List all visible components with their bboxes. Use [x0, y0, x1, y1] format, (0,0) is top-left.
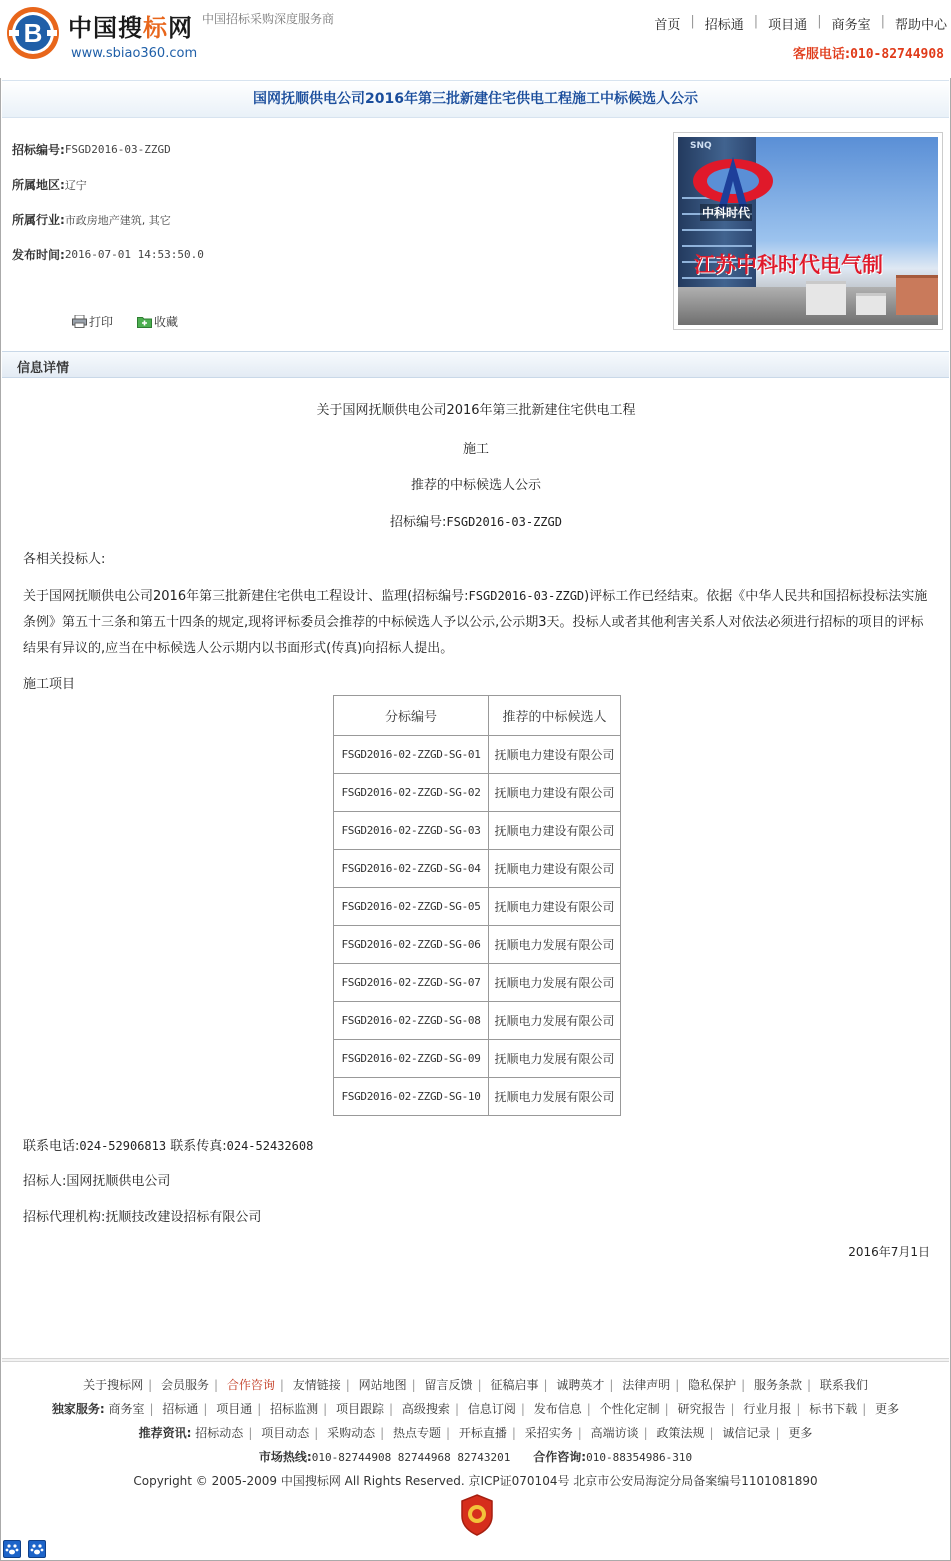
footer-recommend-item[interactable]: 开标直播	[458, 1426, 507, 1440]
notice-body-part2: )评标工作已经结束。依据《中华人民共和国招标投标法实施条例》第五十三条和第五十四条的规定,现将评标委员会推荐的中标候选人予以公示,公示期3天。投标人或者其他利害关系人对依法必须进行招标的项目的评标结果有异议的,应当在中标候选人公示期内以书面形式(传真)向招标人提出。	[23, 589, 928, 656]
meta-time-value: 2016-07-01 14:53:50.0	[64, 248, 204, 261]
site-tagline: 中国招标采购深度服务商	[202, 12, 335, 26]
table-row	[334, 888, 621, 926]
meta-region-value: 辽宁	[64, 178, 87, 192]
footer-exclusive-item[interactable]: 研究报告	[677, 1402, 726, 1416]
table-cell-candidate: 抚顺电力发展有限公司	[489, 926, 621, 964]
candidate-table	[333, 695, 621, 1116]
nav-help-center[interactable]: 帮助中心	[894, 18, 947, 33]
footer-link-privacy[interactable]: 隐私保护	[688, 1378, 737, 1392]
table-cell-code: FSGD2016-02-ZZGD-SG-02	[334, 774, 489, 812]
table-row	[334, 1078, 621, 1116]
contact-phone-fax	[23, 1133, 929, 1169]
footer-exclusive: 独家服务: 商务室 | 招标通 | 项目通 | 招标监测 | 项目跟踪 | 高级搜索 | 信息订阅 | 发布信息 | 个性化定制 | 研究报告 | 行业月报 | 标书下载 | 更多	[51, 1402, 900, 1416]
meta-bid-no	[12, 132, 652, 167]
site-header	[0, 0, 951, 78]
table-row	[334, 1040, 621, 1078]
ad-sky-text: SNQ	[690, 141, 712, 151]
section-header	[2, 351, 949, 378]
agency-name: 抚顺技改建设招标有限公司	[105, 1210, 262, 1225]
footer-exclusive-item[interactable]: 高级搜索	[401, 1402, 450, 1416]
footer-recommend-label: 推荐资讯:	[138, 1426, 192, 1440]
tenderer-label: 招标人:	[23, 1174, 67, 1189]
ad-company-small: 中科时代	[702, 206, 751, 220]
nav-xiangmutong[interactable]: 项目通	[768, 18, 808, 33]
ad-photo	[678, 137, 938, 325]
footer-link-feedback[interactable]: 留言反馈	[424, 1378, 473, 1392]
table-row	[334, 926, 621, 964]
footer-recommend-item[interactable]: 高端访谈	[590, 1426, 639, 1440]
nav-separator: |	[690, 14, 695, 29]
footer-recommend-item[interactable]: 诚信记录	[722, 1426, 771, 1440]
ad-house	[856, 293, 886, 315]
table-cell-code: FSGD2016-02-ZZGD-SG-10	[334, 1078, 489, 1116]
logo-icon[interactable]	[5, 5, 61, 61]
footer-exclusive-item[interactable]: 项目跟踪	[336, 1402, 385, 1416]
table-row	[334, 736, 621, 774]
footer-exclusive-item[interactable]: 个性化定制	[599, 1402, 660, 1416]
footer-link-legal[interactable]: 法律声明	[622, 1378, 671, 1392]
footer-exclusive-item[interactable]: 信息订阅	[467, 1402, 516, 1416]
table-cell-candidate: 抚顺电力发展有限公司	[489, 1040, 621, 1078]
contact-agency	[23, 1205, 929, 1241]
ad-house	[896, 275, 938, 315]
contact-phone-label: 联系电话:	[23, 1139, 80, 1154]
footer-link-terms[interactable]: 服务条款	[754, 1378, 803, 1392]
table-header-row	[334, 696, 621, 736]
footer-recommend-item[interactable]: 招标动态	[195, 1426, 244, 1440]
notice-project-label: 施工项目	[23, 677, 76, 692]
print-button[interactable]	[72, 313, 113, 330]
logo-title-accent: 标	[143, 14, 168, 42]
footer-exclusive-item[interactable]: 标书下载	[809, 1402, 858, 1416]
footer-recommend-item[interactable]: 项目动态	[261, 1426, 310, 1440]
site-url[interactable]: www.sbiao360.com	[71, 46, 198, 61]
table-cell-code: FSGD2016-02-ZZGD-SG-08	[334, 1002, 489, 1040]
top-nav	[644, 14, 947, 33]
footer-recommend-item[interactable]: 政策法规	[656, 1426, 705, 1440]
ad-company-name: 江苏中科时代电气制	[694, 253, 883, 277]
footer-link-about[interactable]: 关于搜标网	[83, 1378, 144, 1392]
page-title: 国网抚顺供电公司2016年第三批新建住宅供电工程施工中标候选人公示	[2, 80, 949, 118]
table-cell-code: FSGD2016-02-ZZGD-SG-01	[334, 736, 489, 774]
contact-tenderer	[23, 1169, 929, 1205]
notice-bid-no-value: FSGD2016-03-ZZGD	[446, 515, 562, 529]
footer-coop-label: 合作咨询:	[533, 1450, 587, 1464]
contact-info	[23, 1133, 929, 1241]
footer-divider	[2, 1358, 949, 1362]
favorite-button[interactable]	[137, 313, 178, 330]
table-cell-candidate: 抚顺电力建设有限公司	[489, 736, 621, 774]
notice-bid-no-label: 招标编号:	[390, 515, 447, 530]
footer-market-numbers: 010-82744908 82744968 82743201	[311, 1451, 511, 1464]
table-cell-code: FSGD2016-02-ZZGD-SG-09	[334, 1040, 489, 1078]
contact-fax-label: 联系传真:	[170, 1139, 227, 1154]
footer-exclusive-more[interactable]: 更多	[875, 1402, 900, 1416]
logo-letter: B	[23, 18, 43, 48]
nav-business-room[interactable]: 商务室	[831, 18, 871, 33]
footer-link-sitemap[interactable]: 网站地图	[358, 1378, 407, 1392]
paw-icon[interactable]	[28, 1540, 46, 1558]
notice-content	[23, 396, 929, 698]
notice-body-code: FSGD2016-03-ZZGD	[468, 589, 585, 603]
table-cell-candidate: 抚顺电力发展有限公司	[489, 1002, 621, 1040]
footer-link-contact[interactable]: 联系我们	[819, 1378, 868, 1392]
favorite-label: 收藏	[154, 315, 179, 329]
site-logo-title[interactable]	[68, 8, 193, 43]
table-row	[334, 850, 621, 888]
table-row	[334, 964, 621, 1002]
contact-phone: 024-52906813	[79, 1139, 167, 1153]
table-cell-candidate: 抚顺电力建设有限公司	[489, 774, 621, 812]
table-row	[334, 812, 621, 850]
notice-heading-3: 推荐的中标候选人公示	[410, 478, 541, 493]
paw-icon[interactable]	[3, 1540, 21, 1558]
meta-industry	[12, 202, 652, 237]
notice-heading-1: 关于国网抚顺供电公司2016年第三批新建住宅供电工程	[316, 403, 636, 418]
police-badge-icon[interactable]	[460, 1494, 494, 1536]
notice-heading-2: 施工	[462, 442, 489, 457]
logo-title-part1: 中国搜	[68, 14, 143, 42]
nav-separator: |	[817, 14, 822, 29]
bid-meta	[12, 132, 652, 272]
meta-region	[12, 167, 652, 202]
footer-recommend-item[interactable]: 采购动态	[327, 1426, 376, 1440]
footer-copyright: Copyright © 2005-2009 中国搜标网 All Rights Reserved. 京ICP证070104号 北京市公安局海淀分局备案编号1101081890	[133, 1474, 818, 1488]
footer-recommend-item[interactable]: 采招实务	[524, 1426, 573, 1440]
tenderer-name: 国网抚顺供电公司	[66, 1174, 171, 1189]
footer-link-friends[interactable]: 友情链接	[292, 1378, 341, 1392]
table-cell-code: FSGD2016-02-ZZGD-SG-03	[334, 812, 489, 850]
table-cell-candidate: 抚顺电力发展有限公司	[489, 964, 621, 1002]
footer-exclusive-item[interactable]: 发布信息	[533, 1402, 582, 1416]
footer-link-cooperation[interactable]: 合作咨询	[226, 1378, 275, 1392]
footer-exclusive-item[interactable]: 招标通	[162, 1402, 199, 1416]
section-title: 信息详情	[17, 361, 70, 376]
print-label: 打印	[89, 315, 114, 329]
footer-recommend-item[interactable]: 热点专题	[392, 1426, 441, 1440]
meta-bid-no-value: FSGD2016-03-ZZGD	[64, 143, 171, 156]
hotline-number: 010-82744908	[850, 47, 944, 62]
printer-icon	[72, 315, 87, 328]
footer-exclusive-item[interactable]: 项目通	[216, 1402, 253, 1416]
nav-home[interactable]: 首页	[654, 18, 681, 33]
detail-actions	[72, 313, 178, 330]
service-hotline	[793, 43, 944, 62]
meta-time-label: 发布时间:	[12, 248, 65, 262]
table-cell-code: FSGD2016-02-ZZGD-SG-06	[334, 926, 489, 964]
footer-exclusive-item[interactable]: 招标监测	[270, 1402, 319, 1416]
table-header-code: 分标编号	[334, 696, 489, 736]
meta-region-label: 所属地区:	[12, 178, 65, 192]
footer-link-member[interactable]: 会员服务	[160, 1378, 209, 1392]
meta-industry-value: 市政房地产建筑, 其它	[64, 213, 171, 227]
table-cell-candidate: 抚顺电力发展有限公司	[489, 1078, 621, 1116]
footer-links: 关于搜标网 | 会员服务 | 合作咨询 | 友情链接 | 网站地图 | 留言反馈 | 征稿启事 | 诚聘英才 | 法律声明 | 隐私保护 | 服务条款 | 联系我们	[83, 1378, 868, 1392]
nav-separator: |	[753, 14, 759, 29]
table-header-candidate: 推荐的中标候选人	[489, 696, 621, 736]
footer-exclusive-item[interactable]: 行业月报	[743, 1402, 792, 1416]
nav-zhaobiaotong[interactable]: 招标通	[704, 18, 744, 33]
table-cell-candidate: 抚顺电力建设有限公司	[489, 812, 621, 850]
table-cell-code: FSGD2016-02-ZZGD-SG-07	[334, 964, 489, 1002]
footer-market-label: 市场热线:	[258, 1450, 312, 1464]
advertisement-banner[interactable]	[673, 132, 943, 330]
hotline-label: 客服电话:	[792, 47, 851, 62]
table-cell-code: FSGD2016-02-ZZGD-SG-04	[334, 850, 489, 888]
nav-separator: |	[880, 14, 885, 29]
contact-fax: 024-52432608	[226, 1139, 314, 1153]
notice-bid-no	[23, 504, 929, 541]
table-cell-candidate: 抚顺电力建设有限公司	[489, 888, 621, 926]
table-row	[334, 1002, 621, 1040]
footer-coop-number: 010-88354986-310	[586, 1451, 693, 1464]
footer-exclusive-label: 独家服务:	[51, 1402, 105, 1416]
table-row	[334, 774, 621, 812]
notice-date: 2016年7月1日	[848, 1245, 930, 1259]
footer-link-jobs[interactable]: 诚聘英才	[556, 1378, 605, 1392]
table-cell-code: FSGD2016-02-ZZGD-SG-05	[334, 888, 489, 926]
footer-recommend-more[interactable]: 更多	[788, 1426, 813, 1440]
footer-exclusive-item[interactable]: 商务室	[108, 1402, 145, 1416]
footer-hotlines	[0, 1448, 951, 1465]
table-cell-candidate: 抚顺电力建设有限公司	[489, 850, 621, 888]
notice-body-part1: 关于国网抚顺供电公司2016年第三批新建住宅供电工程设计、监理(招标编号:	[23, 589, 469, 604]
meta-bid-no-label: 招标编号:	[12, 143, 65, 157]
footer-link-contribute[interactable]: 征稿启事	[490, 1378, 539, 1392]
logo-title-part2: 网	[168, 14, 193, 42]
meta-publish-time	[12, 237, 652, 272]
meta-industry-label: 所属行业:	[12, 213, 65, 227]
notice-body	[23, 583, 929, 662]
folder-add-icon	[137, 315, 152, 328]
notice-salutation: 各相关投标人:	[23, 552, 106, 567]
footer-recommend: 推荐资讯: 招标动态 | 项目动态 | 采购动态 | 热点专题 | 开标直播 | 采招实务 | 高端访谈 | 政策法规 | 诚信记录 | 更多	[138, 1426, 813, 1440]
agency-label: 招标代理机构:	[23, 1210, 106, 1225]
ad-house	[806, 281, 846, 315]
